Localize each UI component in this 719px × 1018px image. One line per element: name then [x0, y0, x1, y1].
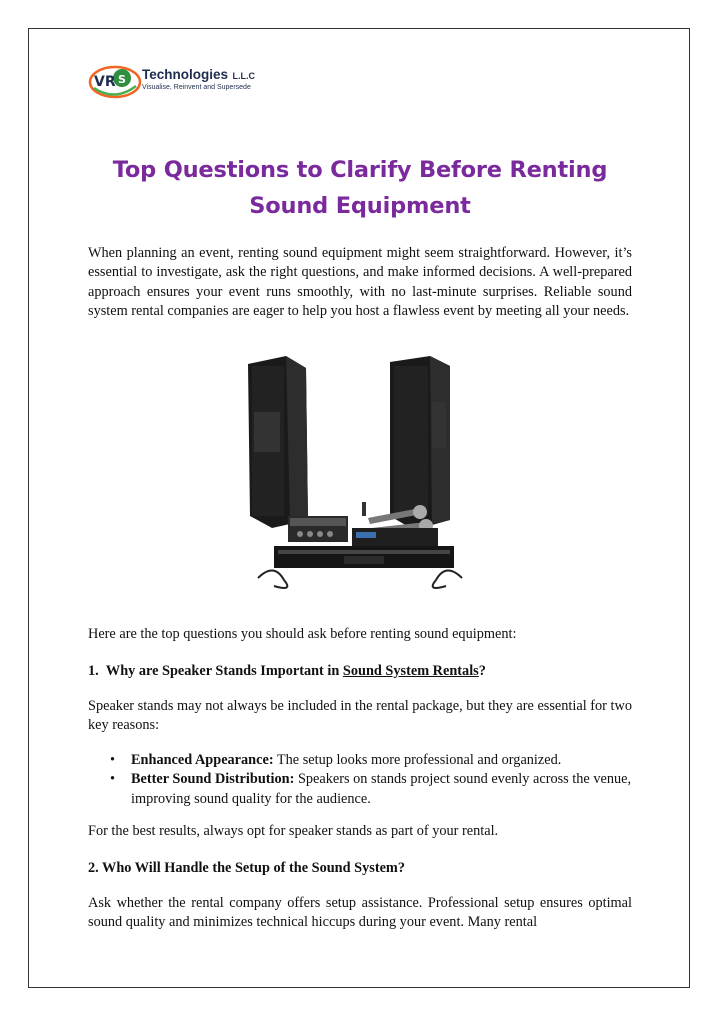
- sound-system-rentals-link[interactable]: Sound System Rentals: [342, 663, 479, 679]
- logo-suffix: L.L.C: [232, 71, 255, 81]
- bullet-text: Speakers on stands project sound evenly across the venue, improving sound quality for the audience.: [131, 771, 632, 807]
- question-2-heading: 2. Who Will Handle the Setup of the Sound System?: [88, 860, 405, 876]
- vrs-logo-icon: [88, 64, 142, 100]
- svg-text:VR: VR: [94, 74, 116, 90]
- bullet-bold: Enhanced Appearance:: [131, 752, 274, 768]
- bullet-list: [110, 751, 632, 809]
- company-logo: [88, 64, 258, 100]
- question-1-heading: [88, 662, 486, 681]
- bullet-text: The setup looks more professional and organized.: [273, 752, 562, 768]
- svg-text:S: S: [118, 73, 126, 86]
- question-1-conclusion: For the best results, always opt for speaker stands as part of your rental.: [88, 823, 499, 839]
- page-title: [88, 152, 632, 224]
- intro-paragraph: When planning an event, renting sound equipment might seem straightforward. However, it’s essential to investigate, ask the right questions, and make informed decisions. A well-prepared approach ensures your event runs smoothly, with no last-minute surprises. Reliable sound system rental companies are eager to help you host a flawless event by meeting all your needs.: [88, 245, 632, 320]
- question-1-mark: ?: [478, 663, 486, 679]
- question-1-body: Speaker stands may not always be included in the rental package, but they are essential for two key reasons:: [88, 698, 632, 734]
- lead-sentence: Here are the top questions you should ask before renting sound equipment:: [88, 626, 517, 642]
- question-1-text: Why are Speaker Stands Important in: [105, 663, 343, 679]
- title-line-1: Top Questions to Clarify Before Renting: [112, 157, 608, 183]
- sound-equipment-image: [244, 352, 476, 600]
- bullet-icon: •: [110, 771, 116, 788]
- bullet-icon: •: [110, 752, 116, 768]
- list-item: [110, 751, 632, 770]
- title-line-2: Sound Equipment: [249, 193, 471, 219]
- logo-name: Technologies: [142, 67, 229, 82]
- question-2-body: Ask whether the rental company offers setup assistance. Professional setup ensures optimal sound quality and minimizes technical hiccups during your event. Many rental: [88, 895, 632, 931]
- list-item: [110, 770, 632, 809]
- bullet-bold: Better Sound Distribution:: [131, 771, 295, 788]
- question-1-number: 1.: [88, 663, 99, 679]
- logo-tagline: Visualise, Reinvent and Supersede: [142, 84, 251, 91]
